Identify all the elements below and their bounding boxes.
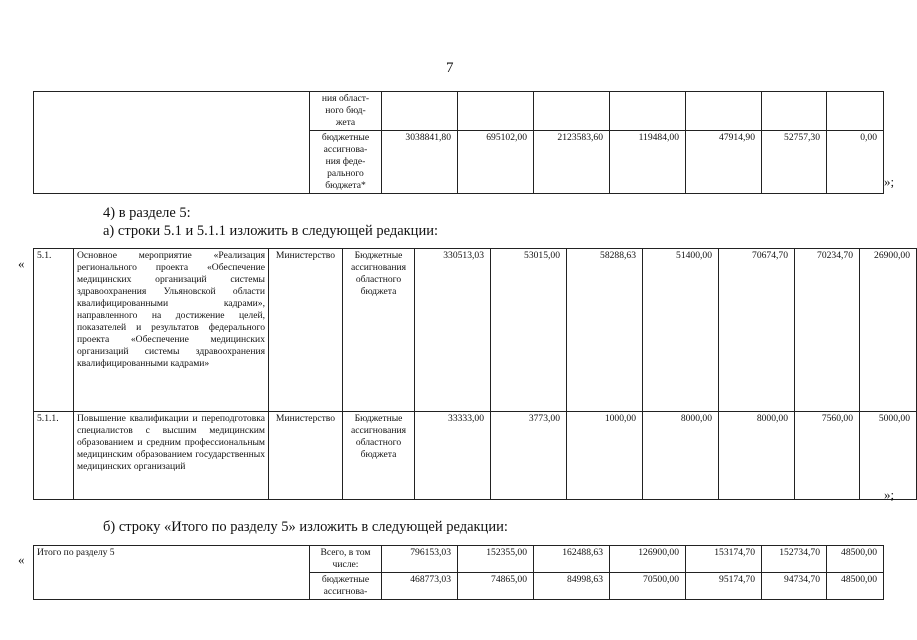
- table-continuation: [33, 91, 884, 194]
- executor-cell: Министерство: [269, 412, 343, 500]
- activity-name: Повышение квалификации и переподготовка специалистов с высшим медицинским образованием и средним профессиональным медицинским образованием государственных медицинских организаций: [74, 412, 269, 500]
- value-cell: 33333,00: [415, 412, 491, 500]
- value-cell: 95174,70: [686, 573, 762, 600]
- value-cell: 7560,00: [795, 412, 860, 500]
- value-cell: 84998,63: [534, 573, 610, 600]
- funding-source-cell: бюджетные ассигнова- ния феде- рального бюджета*: [310, 131, 382, 194]
- value-cell: 26900,00: [860, 249, 917, 412]
- value-cell: 94734,70: [762, 573, 827, 600]
- value-cell: 5000,00: [860, 412, 917, 500]
- table-row: [34, 249, 917, 412]
- table-cell: [34, 92, 310, 194]
- table-row: [34, 412, 917, 500]
- section-subheading: б) строку «Итого по разделу 5» изложить в следующей редакции:: [103, 519, 508, 535]
- funding-source-cell: Бюджетные ассигнования областного бюджета: [343, 412, 415, 500]
- activity-name: Основное мероприятие «Реализация регионального проекта «Обеспечение медицинских организаций системы здравоохранения Ульяновской области квалифицированными кадрами», направленного на достижение целей, показателей и результатов федерального проекта «Обеспечение медицинских организаций системы здравоохранения квалифицированными кадрами»: [74, 249, 269, 412]
- funding-source-cell: Бюджетные ассигнования областного бюджета: [343, 249, 415, 412]
- value-cell: 48500,00: [827, 573, 884, 600]
- funding-source-cell: Всего, в том числе:: [310, 546, 382, 573]
- value-cell: 2123583,60: [534, 131, 610, 194]
- row-number: 5.1.: [34, 249, 74, 412]
- value-cell: 119484,00: [610, 131, 686, 194]
- value-cell: 8000,00: [719, 412, 795, 500]
- value-cell: 51400,00: [643, 249, 719, 412]
- table-row: [34, 546, 884, 573]
- value-cell: 468773,03: [382, 573, 458, 600]
- value-cell: 330513,03: [415, 249, 491, 412]
- executor-cell: Министерство: [269, 249, 343, 412]
- section-heading: 4) в разделе 5:: [103, 205, 191, 221]
- opening-quote-mark: «: [18, 552, 25, 567]
- value-cell: 152355,00: [458, 546, 534, 573]
- value-cell: 58288,63: [567, 249, 643, 412]
- value-cell: 1000,00: [567, 412, 643, 500]
- value-cell: 48500,00: [827, 546, 884, 573]
- value-cell: 152734,70: [762, 546, 827, 573]
- opening-quote-mark: «: [18, 256, 25, 271]
- value-cell: 52757,30: [762, 131, 827, 194]
- value-cell: 796153,03: [382, 546, 458, 573]
- value-cell: 74865,00: [458, 573, 534, 600]
- value-cell: 53015,00: [491, 249, 567, 412]
- value-cell: 3773,00: [491, 412, 567, 500]
- row-number: 5.1.1.: [34, 412, 74, 500]
- closing-quote-mark: »;: [884, 487, 895, 502]
- section-subheading: а) строки 5.1 и 5.1.1 изложить в следующей редакции:: [103, 223, 438, 239]
- funding-source-cell: ния област- ного бюд- жета: [310, 92, 382, 131]
- value-cell: 126900,00: [610, 546, 686, 573]
- value-cell: 70674,70: [719, 249, 795, 412]
- total-title: Итого по разделу 5: [34, 546, 310, 600]
- value-cell: 70234,70: [795, 249, 860, 412]
- table-section-5: [33, 248, 917, 500]
- value-cell: 695102,00: [458, 131, 534, 194]
- value-cell: 47914,90: [686, 131, 762, 194]
- funding-source-cell: бюджетные ассигнова-: [310, 573, 382, 600]
- value-cell: 70500,00: [610, 573, 686, 600]
- value-cell: 0,00: [827, 131, 884, 194]
- page-number: 7: [446, 60, 454, 76]
- value-cell: 162488,63: [534, 546, 610, 573]
- value-cell: 8000,00: [643, 412, 719, 500]
- value-cell: 3038841,80: [382, 131, 458, 194]
- closing-quote-mark: »;: [884, 174, 895, 189]
- value-cell: 153174,70: [686, 546, 762, 573]
- table-total-section-5: [33, 545, 884, 600]
